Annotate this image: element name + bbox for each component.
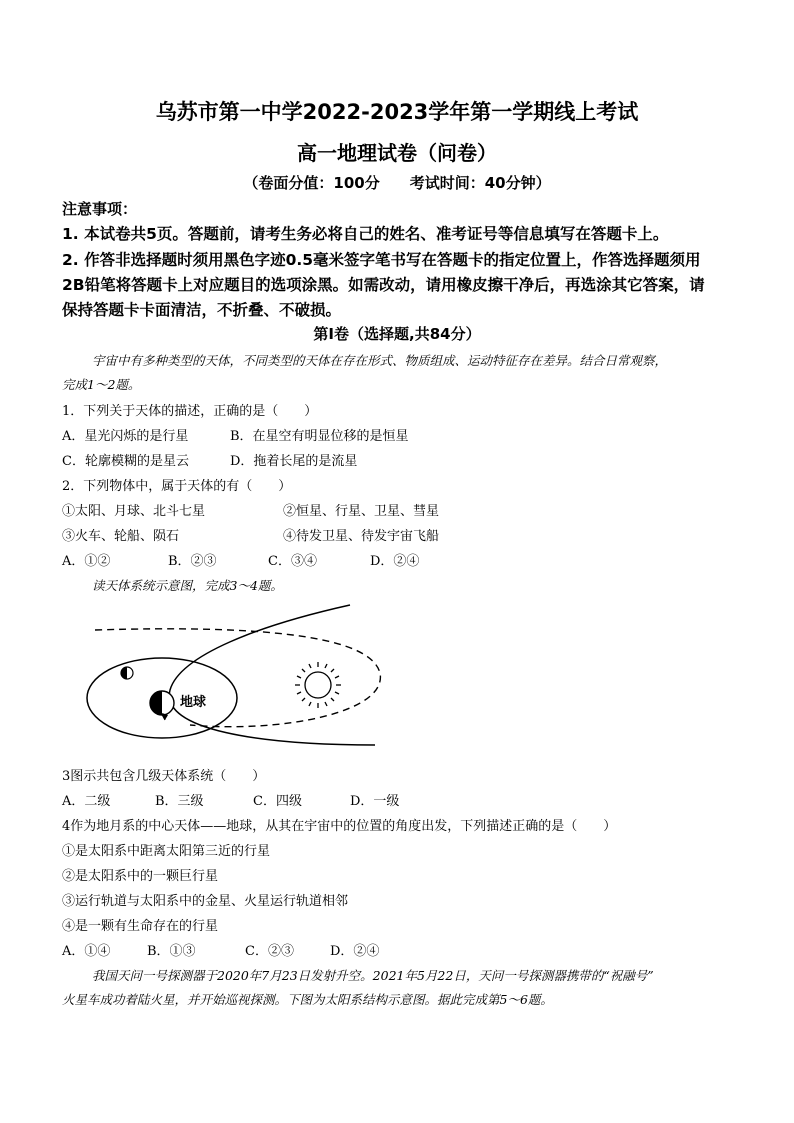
- q2-option-c: C．③④: [268, 554, 317, 569]
- exam-meta: （卷面分值：100分 考试时间：40分钟）: [243, 174, 551, 192]
- section-intro-line-2: 完成1～2题。: [62, 377, 141, 392]
- q3-option-d: D．一级: [350, 794, 400, 809]
- passage-line-1: 我国天问一号探测器于2020年7月23日发射升空。2021年5月22日，天问一号探测器携带的“祝融号”: [92, 968, 654, 983]
- earth-label: 地球: [180, 695, 207, 710]
- sun-icon: [295, 662, 341, 708]
- q4-item-4: ④是一颗有生命存在的行星: [62, 919, 219, 934]
- q3-option-a: A．二级: [62, 794, 111, 809]
- q4-option-b: B．①③: [147, 944, 196, 959]
- q4-item-3: ③运行轨道与太阳系中的金星、火星运行轨道相邻: [62, 894, 349, 909]
- exam-subtitle: 高一地理试卷（问卷）: [297, 141, 497, 165]
- notice-heading: 注意事项：: [62, 200, 138, 218]
- q2-option-d: D．②④: [370, 554, 420, 569]
- q4-item-2: ②是太阳系中的一颗巨行星: [62, 869, 219, 884]
- q1-option-c: C．轮廓模糊的是星云: [62, 454, 189, 469]
- q4-item-1: ①是太阳系中距离太阳第三近的行星: [62, 844, 271, 859]
- q2-item-4: ④待发卫星、待发宇宙飞船: [283, 529, 440, 544]
- q3-option-c: C．四级: [253, 794, 302, 809]
- q3-stem: 3图示共包含几级天体系统（ ）: [62, 769, 266, 784]
- q1-option-a: A．星光闪烁的是行星: [62, 429, 189, 444]
- notice-item-2-line-1: 2. 作答非选择题时须用黑色字迹0.5毫米签字笔书写在答题卡的指定位置上，作答选择题须用: [62, 251, 701, 269]
- q2-item-2: ②恒星、行星、卫星、彗星: [283, 504, 440, 519]
- q2-option-b: B．②③: [168, 554, 217, 569]
- section-title: 第Ⅰ卷（选择题,共84分）: [313, 325, 481, 343]
- notice-item-2-line-3: 保持答题卡卡面清洁，不折叠、不破损。: [62, 301, 342, 319]
- earth-icon: [150, 691, 174, 720]
- q4-option-c: C．②③: [245, 944, 294, 959]
- q1-stem: 1．下列关于天体的描述，正确的是（ ）: [62, 404, 318, 419]
- moon-icon: [121, 667, 133, 679]
- q2-stem: 2．下列物体中，属于天体的有（ ）: [62, 479, 292, 494]
- section-intro-line-1: 宇宙中有多种类型的天体，不同类型的天体在存在形式、物质组成、运动特征存在差异。结合日常观察，: [92, 353, 668, 368]
- q1-option-d: D．拖着长尾的是流星: [230, 454, 358, 469]
- q4-stem: 4作为地月系的中心天体——地球，从其在宇宙中的位置的角度出发，下列描述正确的是（ ）: [62, 819, 617, 834]
- q2-option-a: A．①②: [62, 554, 111, 569]
- q4-option-d: D．②④: [330, 944, 380, 959]
- diagram-intro: 读天体系统示意图，完成3～4题。: [92, 578, 283, 593]
- exam-title: 乌苏市第一中学2022-2023学年第一学期线上考试: [155, 100, 639, 124]
- notice-item-2-line-2: 2B铅笔将答题卡上对应题目的选项涂黑。如需改动，请用橡皮擦干净后，再选涂其它答案，请: [62, 276, 705, 294]
- celestial-system-diagram: [0, 595, 420, 760]
- passage-line-2: 火星车成功着陆火星，并开始巡视探测。下图为太阳系结构示意图。据此完成第5～6题。: [62, 992, 553, 1007]
- q2-item-3: ③火车、轮船、陨石: [62, 529, 180, 544]
- q1-option-b: B．在星空有明显位移的是恒星: [230, 429, 409, 444]
- q3-option-b: B．三级: [155, 794, 204, 809]
- q4-option-a: A．①④: [62, 944, 111, 959]
- q2-item-1: ①太阳、月球、北斗七星: [62, 504, 206, 519]
- notice-item-1: 1. 本试卷共5页。答题前，请考生务必将自己的姓名、准考证号等信息填写在答题卡上。: [62, 225, 669, 243]
